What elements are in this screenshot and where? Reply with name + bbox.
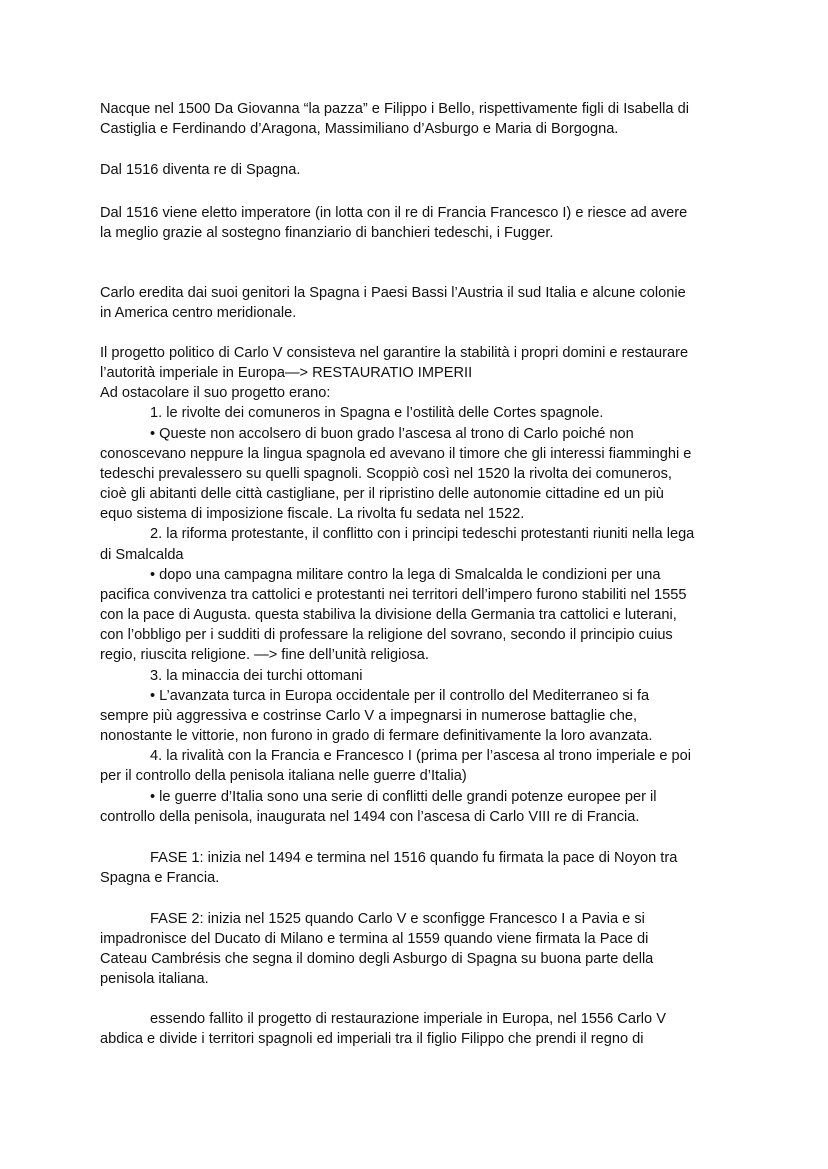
text-line: cioè gli abitanti delle città castigliane, per il ripristino delle autonomie cittadine ed un più <box>100 486 664 502</box>
list-item-heading: 3. la minaccia dei turchi ottomani <box>150 668 363 684</box>
text-line: impadronisce del Ducato di Milano e termina al 1559 quando viene firmata la Pace di <box>100 931 649 947</box>
text-line: per il controllo della penisola italiana nelle guerre d’Italia) <box>100 768 467 784</box>
text-line: di Smalcalda <box>100 547 184 563</box>
text-line: Dal 1516 viene eletto imperatore (in lotta con il re di Francia Francesco I) e riesce ad avere <box>100 205 688 221</box>
bullet-line: • le guerre d’Italia sono una serie di conflitti delle grandi potenze europee per il <box>150 789 657 805</box>
text-line: con la pace di Augusta. questa stabiliva la divisione della Germania tra cattolici e luterani, <box>100 607 677 623</box>
bullet-line: • L’avanzata turca in Europa occidentale per il controllo del Mediterraneo si fa <box>150 688 650 704</box>
text-line: la meglio grazie al sostegno finanziario di banchieri tedeschi, i Fugger. <box>100 225 554 241</box>
text-line: Dal 1516 diventa re di Spagna. <box>100 162 301 178</box>
text-line: in America centro meridionale. <box>100 305 297 321</box>
text-line: conoscevano neppure la lingua spagnola ed avevano il timore che gli interessi fiamminghi e <box>100 446 692 462</box>
text-line: sempre più aggressiva e costrinse Carlo V a impegnarsi in numerose battaglie che, <box>100 708 637 724</box>
text-line: regio, riuscita religione. —> fine dell’unità religiosa. <box>100 647 429 663</box>
text-line: controllo della penisola, inaugurata nel 1494 con l’ascesa di Carlo VIII re di Francia. <box>100 809 640 825</box>
text-line: pacifica convivenza tra cattolici e protestanti nei territori dell’impero furono stabiliti nel 1555 <box>100 587 687 603</box>
bullet-line: • dopo una campagna militare contro la lega di Smalcalda le condizioni per una <box>150 567 661 583</box>
text-line: essendo fallito il progetto di restaurazione imperiale in Europa, nel 1556 Carlo V <box>150 1011 666 1027</box>
text-line: abdica e divide i territori spagnoli ed imperiali tra il figlio Filippo che prendi il regno di <box>100 1031 644 1047</box>
text-line: nonostante le vittorie, non furono in grado di fermare definitivamente la loro avanzata. <box>100 728 653 744</box>
text-line: equo sistema di imposizione fiscale. La rivolta fu sedata nel 1522. <box>100 506 525 522</box>
text-line: l’autorità imperiale in Europa—> RESTAURATIO IMPERII <box>100 365 473 381</box>
text-line: Castiglia e Ferdinando d’Aragona, Massimiliano d’Asburgo e Maria di Borgogna. <box>100 121 619 137</box>
list-item-heading: 1. le rivolte dei comuneros in Spagna e l’ostilità delle Cortes spagnole. <box>150 405 604 421</box>
text-line: Spagna e Francia. <box>100 870 220 886</box>
list-item-heading: 2. la riforma protestante, il conflitto con i principi tedeschi protestanti riuniti nella lega <box>150 526 695 542</box>
text-line: penisola italiana. <box>100 971 209 987</box>
phase-line: FASE 2: inizia nel 1525 quando Carlo V e sconfigge Francesco I a Pavia e si <box>150 911 645 927</box>
text-line: Ad ostacolare il suo progetto erano: <box>100 385 331 401</box>
text-line: Cateau Cambrésis che segna il domino degli Asburgo di Spagna su buona parte della <box>100 951 654 967</box>
bullet-line: • Queste non accolsero di buon grado l’ascesa al trono di Carlo poiché non <box>150 426 634 442</box>
text-line: Nacque nel 1500 Da Giovanna “la pazza” e Filippo i Bello, rispettivamente figli di Isabella di <box>100 101 689 117</box>
text-line: tedeschi prevalessero su quelli spagnoli. Scoppiò così nel 1520 la rivolta dei comuneros, <box>100 466 672 482</box>
text-line: Il progetto politico di Carlo V consisteva nel garantire la stabilità i propri domini e restaurare <box>100 345 689 361</box>
text-line: Carlo eredita dai suoi genitori la Spagna i Paesi Bassi l’Austria il sud Italia e alcune colonie <box>100 285 686 301</box>
phase-line: FASE 1: inizia nel 1494 e termina nel 1516 quando fu firmata la pace di Noyon tra <box>150 850 678 866</box>
text-line: con l’obbligo per i sudditi di professare la religione del sovrano, secondo il principio cuius <box>100 627 673 643</box>
list-item-heading: 4. la rivalità con la Francia e Francesco I (prima per l’ascesa al trono imperiale e poi <box>150 748 692 764</box>
